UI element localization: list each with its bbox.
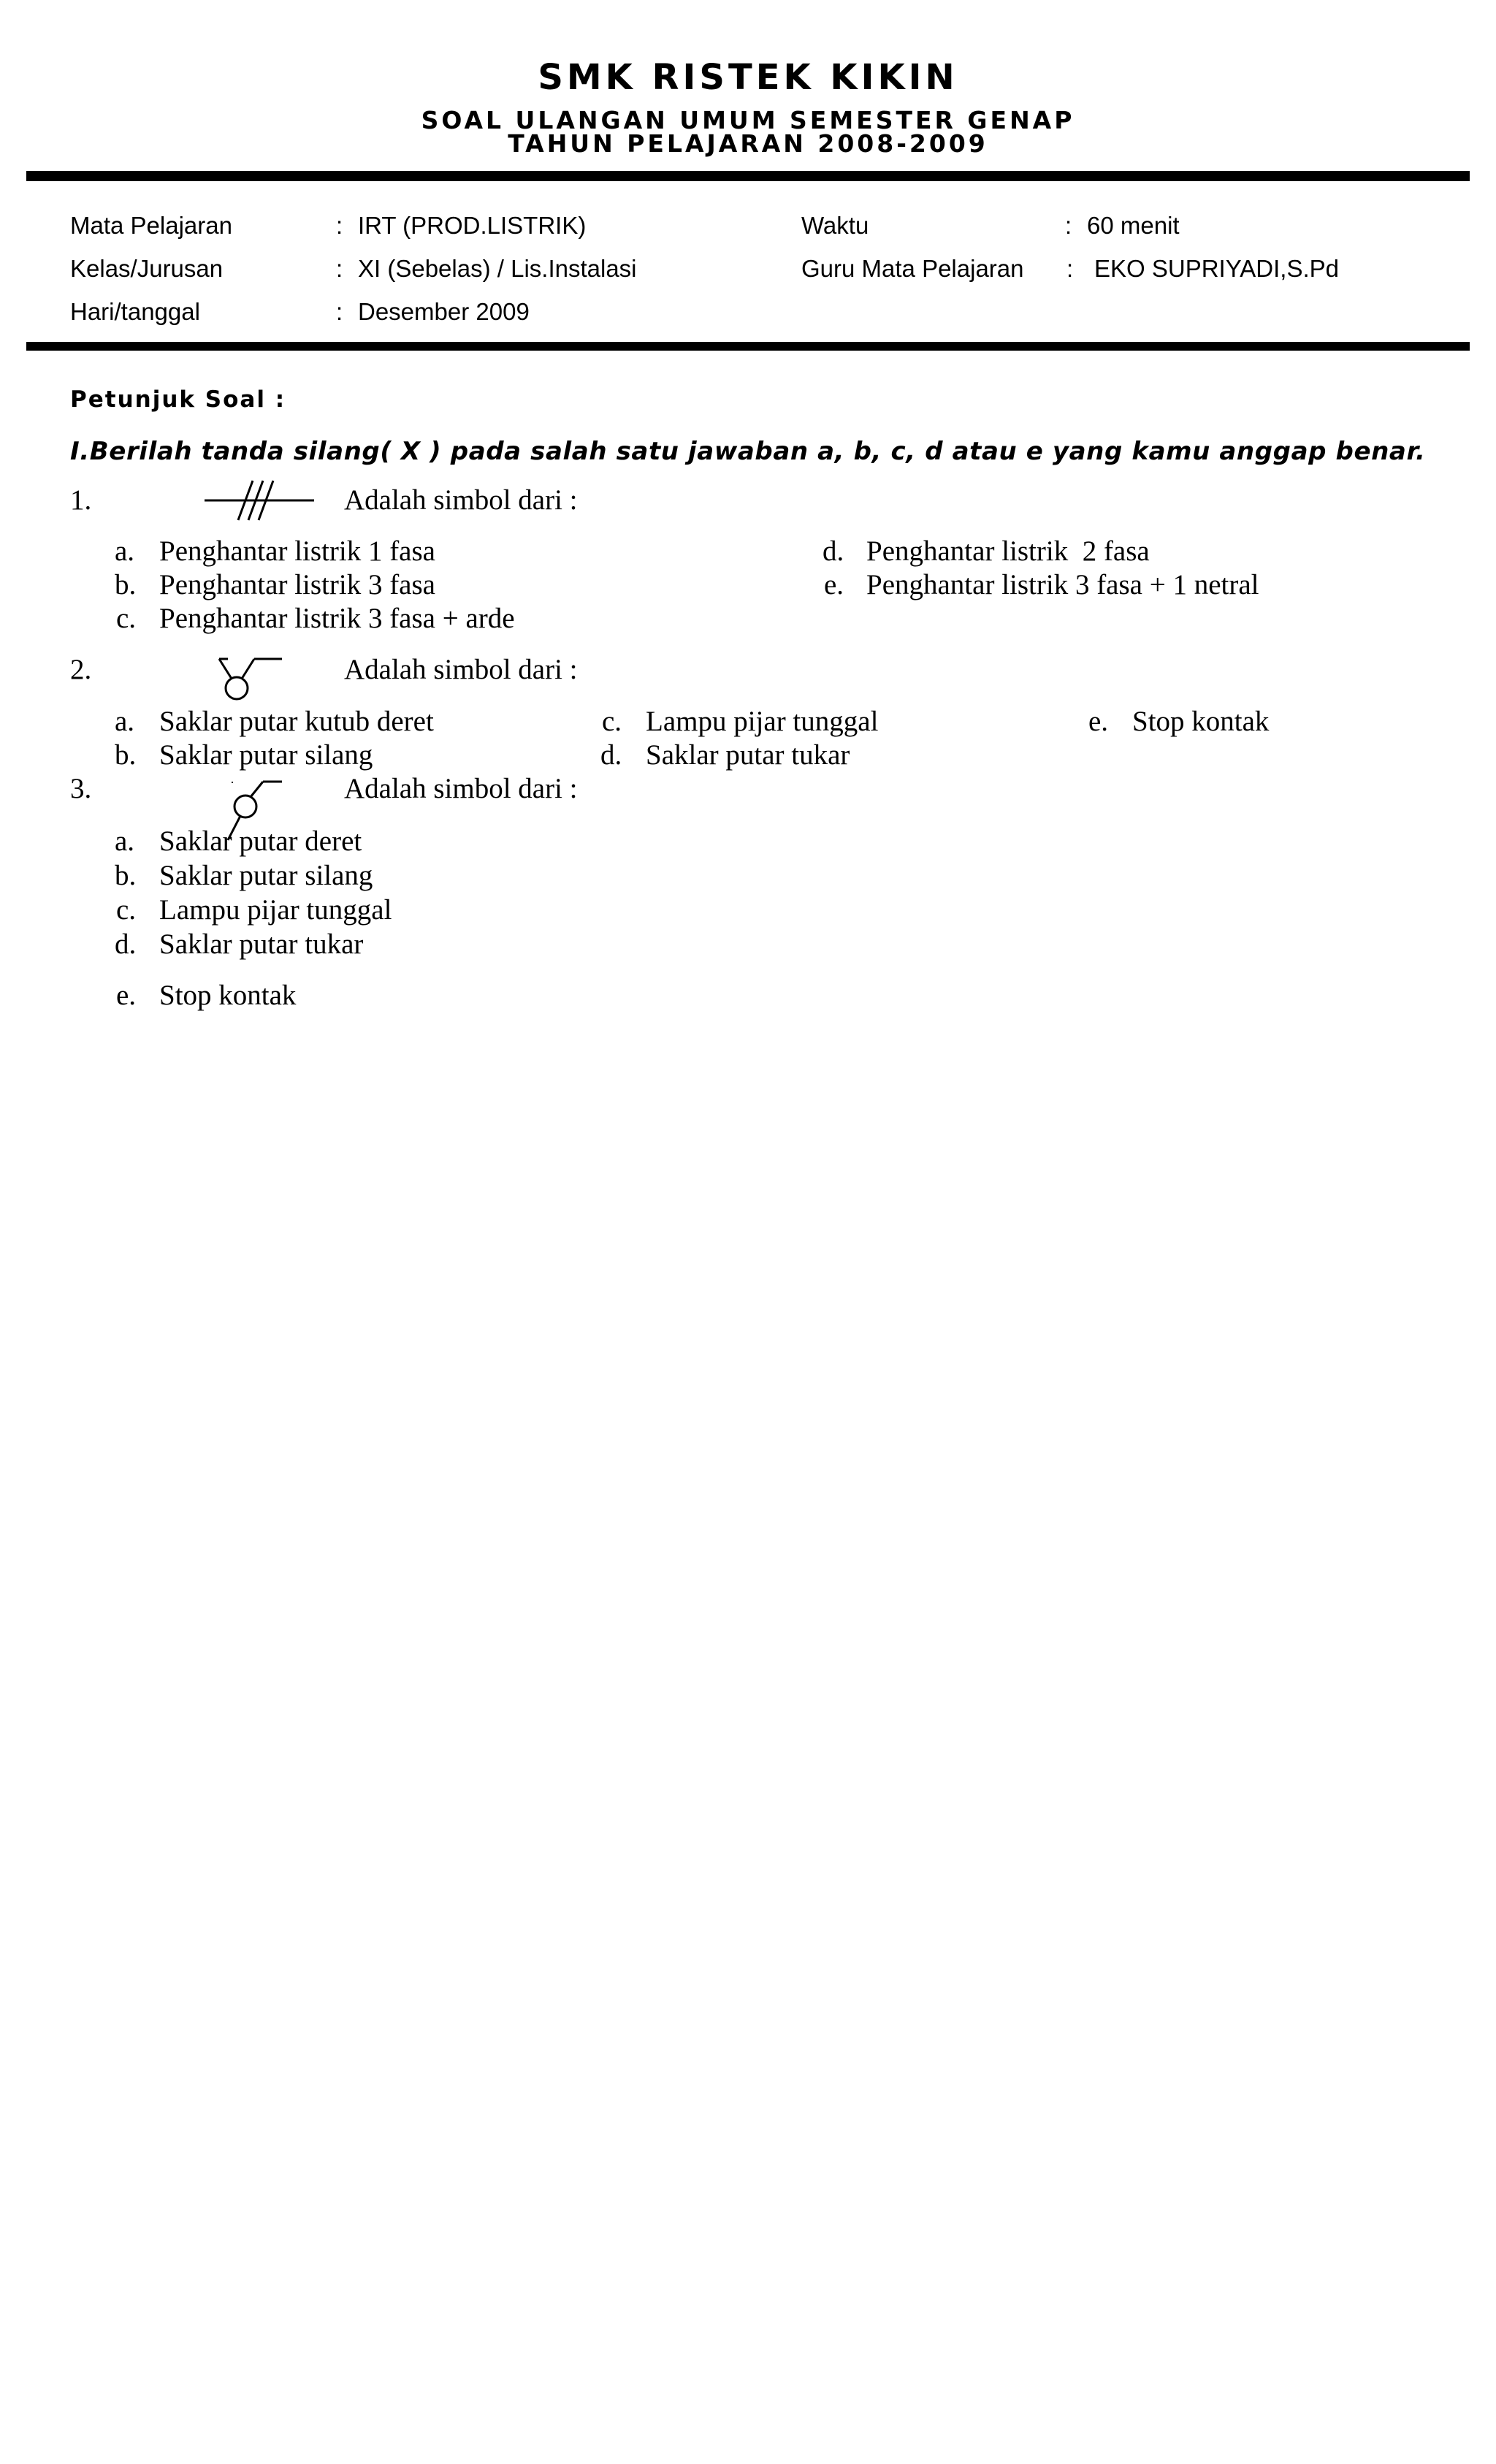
school-name: SMK RISTEK KIKIN — [538, 57, 958, 98]
q2-option-b-text: Saklar putar silang — [159, 739, 373, 771]
q3-option-d-text: Saklar putar tukar — [159, 928, 364, 960]
q1-option-c-text: Penghantar listrik 3 fasa + arde — [159, 603, 515, 634]
three-phase-conductor-icon — [197, 475, 329, 526]
top-rule — [26, 171, 1470, 181]
q3-option-b-text: Saklar putar silang — [159, 860, 373, 891]
exam-title: SOAL ULANGAN UMUM SEMESTER GENAP — [421, 106, 1075, 134]
teacher-sep: : — [1066, 255, 1074, 282]
question-1-number: 1. — [70, 484, 92, 516]
q1-option-b-text: Penghantar listrik 3 fasa — [159, 569, 435, 600]
subject-label: Mata Pelajaran — [70, 212, 232, 239]
question-3-prompt: Adalah simbol dari : — [344, 773, 578, 804]
q3-option-b-letter: b. — [115, 860, 137, 891]
subject-sep: : — [336, 212, 343, 239]
q3-option-e-text: Stop kontak — [159, 980, 297, 1011]
q1-option-d-letter: d. — [823, 535, 844, 567]
question-2-number: 2. — [70, 654, 92, 685]
section-1-instruction: I.Berilah tanda silang( X ) pada salah satu jawaban a, b, c, d atau e yang kamu anggap benar. — [70, 437, 1426, 466]
q2-option-a-text: Saklar putar kutub deret — [159, 706, 434, 737]
q1-option-e-text: Penghantar listrik 3 fasa + 1 netral — [866, 569, 1259, 600]
q2-option-a-letter: a. — [115, 706, 135, 737]
q1-option-a-letter: a. — [115, 535, 135, 567]
time-label: Waktu — [801, 212, 869, 239]
q1-option-c-letter: c. — [116, 603, 137, 634]
instructions-heading: Petunjuk Soal : — [70, 386, 286, 413]
q3-option-e-letter: e. — [116, 980, 137, 1011]
q2-option-d-text: Saklar putar tukar — [646, 739, 850, 771]
q2-option-c-letter: c. — [602, 706, 622, 737]
date-sep: : — [336, 298, 343, 325]
bottom-rule — [26, 342, 1470, 351]
q1-option-d-text: Penghantar listrik 2 fasa — [866, 535, 1150, 567]
subject-value: IRT (PROD.LISTRIK) — [358, 212, 587, 239]
q3-option-c-text: Lampu pijar tunggal — [159, 894, 392, 926]
teacher-label: Guru Mata Pelajaran — [801, 255, 1024, 282]
date-label: Hari/tanggal — [70, 298, 200, 325]
class-label: Kelas/Jurusan — [70, 255, 224, 282]
q2-option-d-letter: d. — [600, 739, 622, 771]
q1-option-a-text: Penghantar listrik 1 fasa — [159, 535, 435, 567]
q3-option-a-text: Saklar putar deret — [159, 825, 362, 857]
question-3-number: 3. — [70, 773, 92, 804]
q3-option-d-letter: d. — [115, 928, 137, 960]
q2-option-b-letter: b. — [115, 739, 137, 771]
q2-option-c-text: Lampu pijar tunggal — [646, 706, 879, 737]
q1-option-e-letter: e. — [824, 569, 844, 600]
question-1-prompt: Adalah simbol dari : — [344, 484, 578, 516]
q2-option-e-letter: e. — [1088, 706, 1109, 737]
q1-option-b-letter: b. — [115, 569, 137, 600]
series-switch-icon — [212, 650, 292, 709]
school-year: TAHUN PELAJARAN 2008-2009 — [508, 129, 988, 158]
teacher-value: EKO SUPRIYADI,S.Pd — [1094, 255, 1339, 282]
q3-option-a-letter: a. — [115, 825, 135, 857]
date-value: Desember 2009 — [358, 298, 530, 325]
time-sep: : — [1065, 212, 1072, 239]
time-value: 60 menit — [1087, 212, 1180, 239]
q2-option-e-text: Stop kontak — [1132, 706, 1270, 737]
q3-option-c-letter: c. — [116, 894, 137, 926]
question-2-prompt: Adalah simbol dari : — [344, 654, 578, 685]
class-sep: : — [336, 255, 343, 282]
class-value: XI (Sebelas) / Lis.Instalasi — [358, 255, 637, 282]
